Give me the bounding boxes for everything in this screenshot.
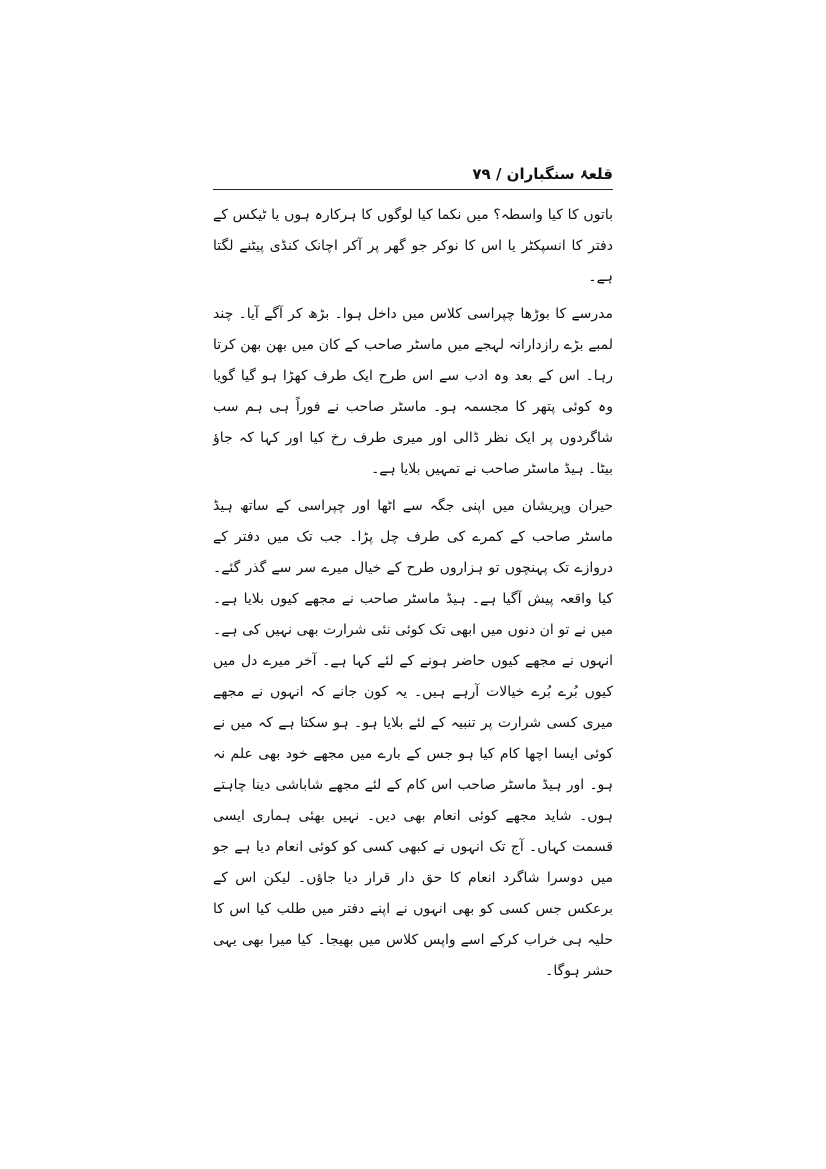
body-text [213,200,613,993]
paragraph-3: حیران وپریشان میں اپنی جگہ سے اٹھا اور چپراسی کے ساتھ ہیڈ ماسٹر صاحب کے کمرے کی طرف چل پڑا۔ جب تک میں دفتر کے دروازے تک پہنچوں تو ہزاروں طرح کے خیال میرے سر سے گذر گئے۔ کیا واقعہ پیش آگیا ہے۔ ہیڈ ماسٹر صاحب نے مجھے کیوں بلایا ہے۔ میں نے تو ان دنوں میں ابھی تک کوئی نئی شرارت بھی نہیں کی ہے۔ انہوں نے مجھے کیوں حاضر ہونے کے لئے کہا ہے۔ آخر میرے دل میں کیوں بُرے بُرے خیالات آرہے ہیں۔ یہ کون جانے کہ انہوں نے مجھے میری کسی شرارت پر تنبیہ کے لئے بلایا ہو۔ ہو سکتا ہے کہ میں نے کوئی ایسا اچھا کام کیا ہو جس کے بارے میں مجھے خود بھی علم نہ ہو۔ اور ہیڈ ماسٹر صاحب اس کام کے لئے مجھے شاباشی دینا چاہتے ہوں۔ شاید مجھے کوئی انعام بھی دیں۔ نہیں بھئی ہماری ایسی قسمت کہاں۔ آج تک انہوں نے کبھی کسی کو کوئی انعام دیا ہے جو میں دوسرا شاگرد انعام کا حق دار قرار دیا جاؤں۔ لیکن اس کے برعکس جس کسی کو بھی انہوں نے اپنے دفتر میں طلب کیا اس کا حلیہ ہی خراب کرکے اسے واپس کلاس میں بھیجا۔ کیا میرا بھی یہی حشر ہوگا۔ [213,498,613,979]
header-rule [213,189,613,190]
paragraph-2: مدرسے کا بوڑھا چپراسی کلاس میں داخل ہوا۔ بڑھ کر آگے آیا۔ چند لمبے بڑے رازدارانہ لہجے میں ماسٹر صاحب کے کان میں بھن بھن کرتا رہا۔ اس کے بعد وہ ادب سے اس طرح ایک طرف کھڑا ہو گیا گویا وہ کوئی پتھر کا مجسمہ ہو۔ ماسٹر صاحب نے فوراً ہی ہم سب شاگردوں پر ایک نظر ڈالی اور میری طرف رخ کیا اور کہا کہ جاؤ بیٹا۔ ہیڈ ماسٹر صاحب نے تمہیں بلایا ہے۔ [213,306,613,477]
running-header: قلعۂ سنگباران / ۷۹ [472,165,613,183]
paragraph-1: باتوں کا کیا واسطہ؟ میں نکما کیا لوگوں کا ہرکارہ ہوں یا ٹیکس کے دفتر کا انسپکٹر یا اس کا نوکر جو گھر پر آکر اچانک کنڈی پیٹنے لگتا ہے۔ [213,207,613,285]
